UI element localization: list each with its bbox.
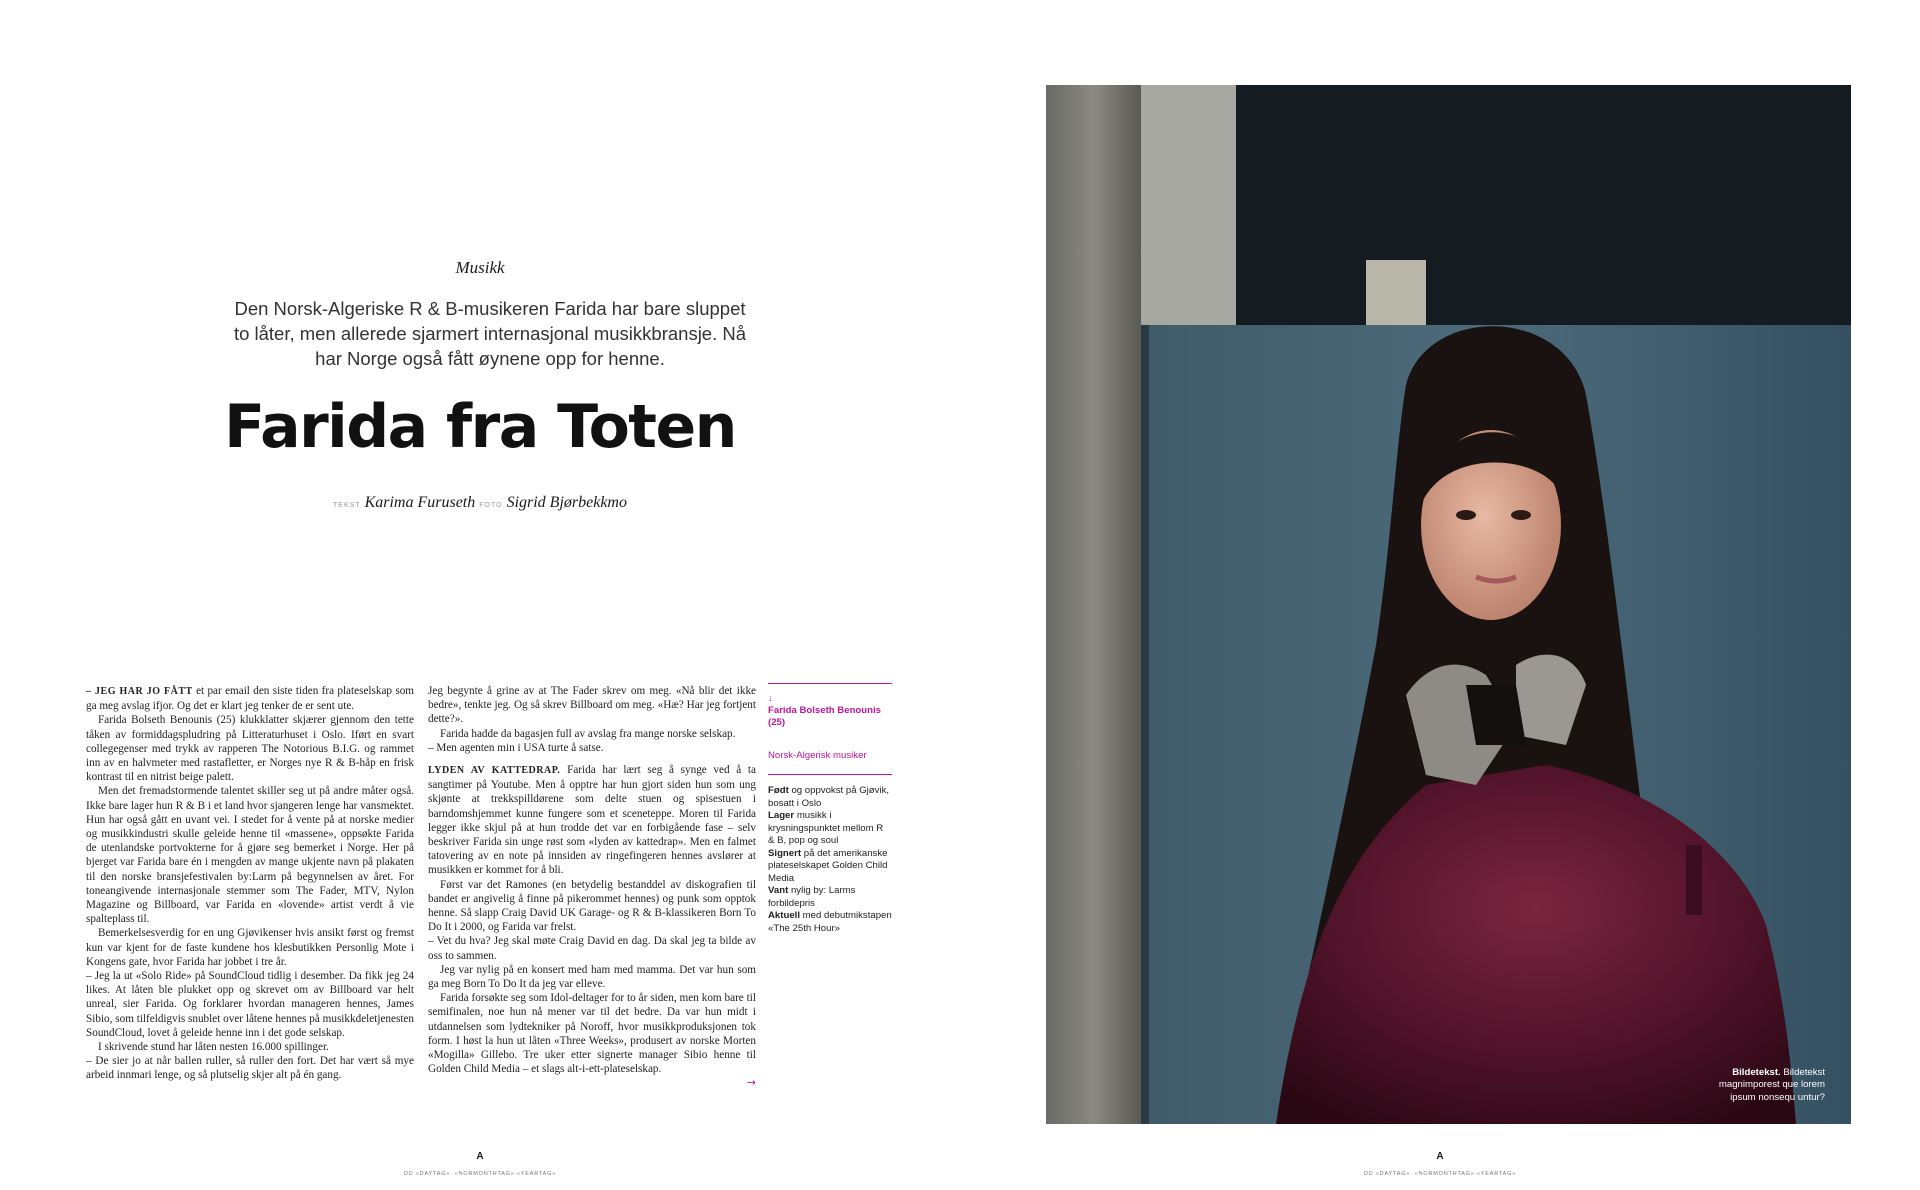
- byline: [0, 494, 960, 512]
- fact-item: [768, 810, 892, 848]
- folio-date: DD «DAYTAG». «NORMONTHTAG» «YEARTAG»: [1363, 1171, 1517, 1177]
- byline-text-label: TEKST: [333, 502, 361, 509]
- folio-right: [960, 1151, 1920, 1180]
- body-column-2: [428, 684, 756, 1091]
- factbox-facts: [768, 785, 892, 935]
- byline-photo-label: FOTO: [479, 502, 503, 509]
- fact-label: Lager: [768, 810, 795, 821]
- body-paragraph: [86, 684, 414, 713]
- fact-text: og oppvokst på Gjøvik, bosatt i Oslo: [768, 785, 890, 809]
- body-column-1: [86, 684, 414, 1083]
- folio-date: DD «DAYTAG». «NORMONTHTAG» «YEARTAG»: [403, 1171, 557, 1177]
- lead-in-caps: – JEG HAR JO FÅTT: [86, 686, 193, 697]
- body-paragraph: Farida hadde da bagasjen full av avslag fra mange norske selskap.: [440, 727, 736, 740]
- paragraph-text: Farida har lært seg å synge ved å ta sangtimer på Youtube. Men å opptre har hun gjort siden hun som ung skjønte at trekkspilldørene som delte stuen og spisestuen i barndomshjemmet kunne fungere som et sceneteppe. Moren til Farida legger ikke skjul på at hun trodde det var en forbigående fase – selv beskriver Farida sin unge røst som «lyden av kattedrap». Men en falmet tatovering av en note på innsiden av ringefingeren hennes avslører at musikken er kommet for å bli.: [428, 764, 756, 877]
- right-page: [960, 0, 1920, 1190]
- lede-paragraph: Den Norsk-Algeriske R & B-musikeren Farida har bare sluppet to låter, men allerede sjarmert internasjonal musikkbransje. Nå har Norge også fått øynene opp for henne.: [233, 298, 747, 369]
- subheading: LYDEN AV KATTEDRAP.: [428, 765, 561, 777]
- fact-item: [768, 848, 892, 886]
- fact-item: [768, 885, 892, 910]
- caption-text: Bildetekst magnimporest que lorem ipsum nonsequ untur?: [1718, 1066, 1825, 1103]
- byline-photographer: Sigrid Bjørbekkmo: [506, 494, 627, 511]
- section-kicker: Musikk: [455, 258, 505, 277]
- body-paragraph: – Vet du hva? Jeg skal møte Craig David en dag. Da skal jeg ta bilde av oss to sammen.: [428, 935, 756, 962]
- factbox-top-rule: [768, 683, 892, 684]
- fact-text: musikk i krysningspunktet mellom R & B, pop og soul: [768, 810, 884, 846]
- fact-label: Signert: [768, 847, 802, 859]
- body-paragraph: Farida Bolseth Benounis (25) klukklatter skjærer gjennom den tette tåken av formiddagspludring på Litteraturhuset i Oslo. Iført en svart collegegenser med trykk av rapperen The Notorious B.I.G. og rammet inn av en halvmeter med rastafletter, er Norges nye R & B-håp en frisk kontrast til en nitrist beige palett.: [86, 714, 414, 784]
- body-paragraph: Jeg begynte å grine av at The Fader skrev om meg. «Nå blir det ikke bedre», tenkte jeg. Og så skrev Billboard om meg. «Hæ? Har jeg fortjent dette?».: [428, 685, 756, 726]
- byline-author: Karima Furuseth: [364, 494, 476, 511]
- fact-label: Vant: [768, 885, 789, 896]
- folio-left: [0, 1151, 960, 1180]
- photo-caption: [1715, 1067, 1825, 1105]
- body-paragraph: Først var det Ramones (en betydelig bestanddel av diskografien til bandet er angivelig å finne på pikerommet hennes) og punk som opptok henne. Så slapp Craig David UK Garage- og R & B-klassikeren Born To Do It i 2000, og Farida var frelst.: [428, 878, 756, 934]
- paragraph-text: et par email den siste tiden fra plateselskap som ga meg avslag ifjor. Og det er klart jeg tenker de er sent ute.: [86, 685, 415, 713]
- folio-letter: A: [1436, 1151, 1444, 1162]
- body-paragraph: Bemerkelsesverdig for en ung Gjøvikenser hvis ansikt først og fremst kun var kjent for de faste kundene hos klesbutikken Personlig Mote i Kongens gate, hvor Farida har jobbet i tre år.: [86, 927, 414, 968]
- body-paragraph: Farida forsøkte seg som Idol-deltager for to år siden, men kom bare til semifinalen, noe hun nå mener var til det bedre. Da var hun midt i utdannelsen som lydtekniker på Noroff, hvor musikkproduksjonen tok form. I høst la hun ut låten «Three Weeks», produsert av norske Morten «Mogilla» Gillebo. Tre uker etter signerte manager Sibio henne til Golden Child Media – et slags alt-i-ett-plateselskap.: [428, 992, 756, 1076]
- factbox-divider: [768, 774, 892, 775]
- fact-item: [768, 910, 892, 935]
- body-paragraph: I skrivende stund har låten nesten 16.000 spillinger.: [98, 1041, 329, 1054]
- fact-label: Født: [768, 785, 789, 796]
- fact-label: Aktuell: [768, 910, 800, 921]
- body-paragraph: – Jeg la ut «Solo Ride» på SoundCloud tidlig i desember. Da fikk jeg 24 likes. At låten ble plukket opp og skrevet om av Billboard var helt unreal, sier Farida. Og forklarer hvordan manageren hennes, James Sibio, som tilfeldigvis snublet over låtene hennes på musikkdeletjenesten SoundCloud, lovet å geleide henne inn i det gode selskap.: [86, 970, 414, 1039]
- body-paragraph: Jeg var nylig på en konsert med ham med mamma. Det var hun som ga meg Born To Do It da jeg var elleve.: [428, 963, 756, 991]
- fact-item: [768, 785, 892, 810]
- folio-letter: A: [476, 1151, 484, 1162]
- portrait-photo: [1046, 85, 1851, 1124]
- portrait-image: [1046, 85, 1851, 1124]
- caption-label: Bildetekst.: [1732, 1066, 1781, 1078]
- fact-text: med debutmikstapen «The 25th Hour»: [768, 910, 892, 934]
- end-arrow-icon: →: [746, 1076, 756, 1090]
- down-arrow-icon: ↓: [768, 693, 773, 703]
- fact-text: på det amerikanske plateselskapet Golden Child Media: [768, 847, 888, 884]
- body-paragraph: Men det fremadstormende talentet skiller seg ut på andre måter også. Ikke bare lager hun R & B i et land hvor sjangeren lenge har vansmektet. Hun har også gått en uvant vei. I stedet for å vente på at norske medier og musikkindustri skulle geleide henne til «massene», oppsøkte Farida de utenlandske portvokterne for å gjøre seg bemerket i Norge. Her på bjerget var Farida bare én i mengden av mange ukjente navn på plakaten til den norske bransjefestivalen by:Larm på begynnelsen av året. For toneangivende internasjonale stemmer som The Fader, MTV, Nylon Magazine og Billboard, var Farida en «lovende» artist verdt å vie spalteplass til.: [86, 785, 414, 926]
- factbox-role: Norsk-Algerisk musiker: [768, 749, 867, 761]
- body-paragraph: – De sier jo at når ballen ruller, så ruller den fort. Det har vært så mye arbeid innmari lenge, og så plutselig skjer alt på én gang.: [86, 1055, 414, 1082]
- article-title: Farida fra Toten: [224, 392, 736, 462]
- body-paragraph: – Men agenten min i USA turte å satse.: [428, 741, 604, 754]
- fact-text: nylig by: Larms forbildepris: [768, 885, 856, 909]
- factbox: [768, 683, 892, 935]
- body-paragraph: [428, 763, 756, 878]
- factbox-name: Farida Bolseth Benounis (25): [768, 704, 882, 728]
